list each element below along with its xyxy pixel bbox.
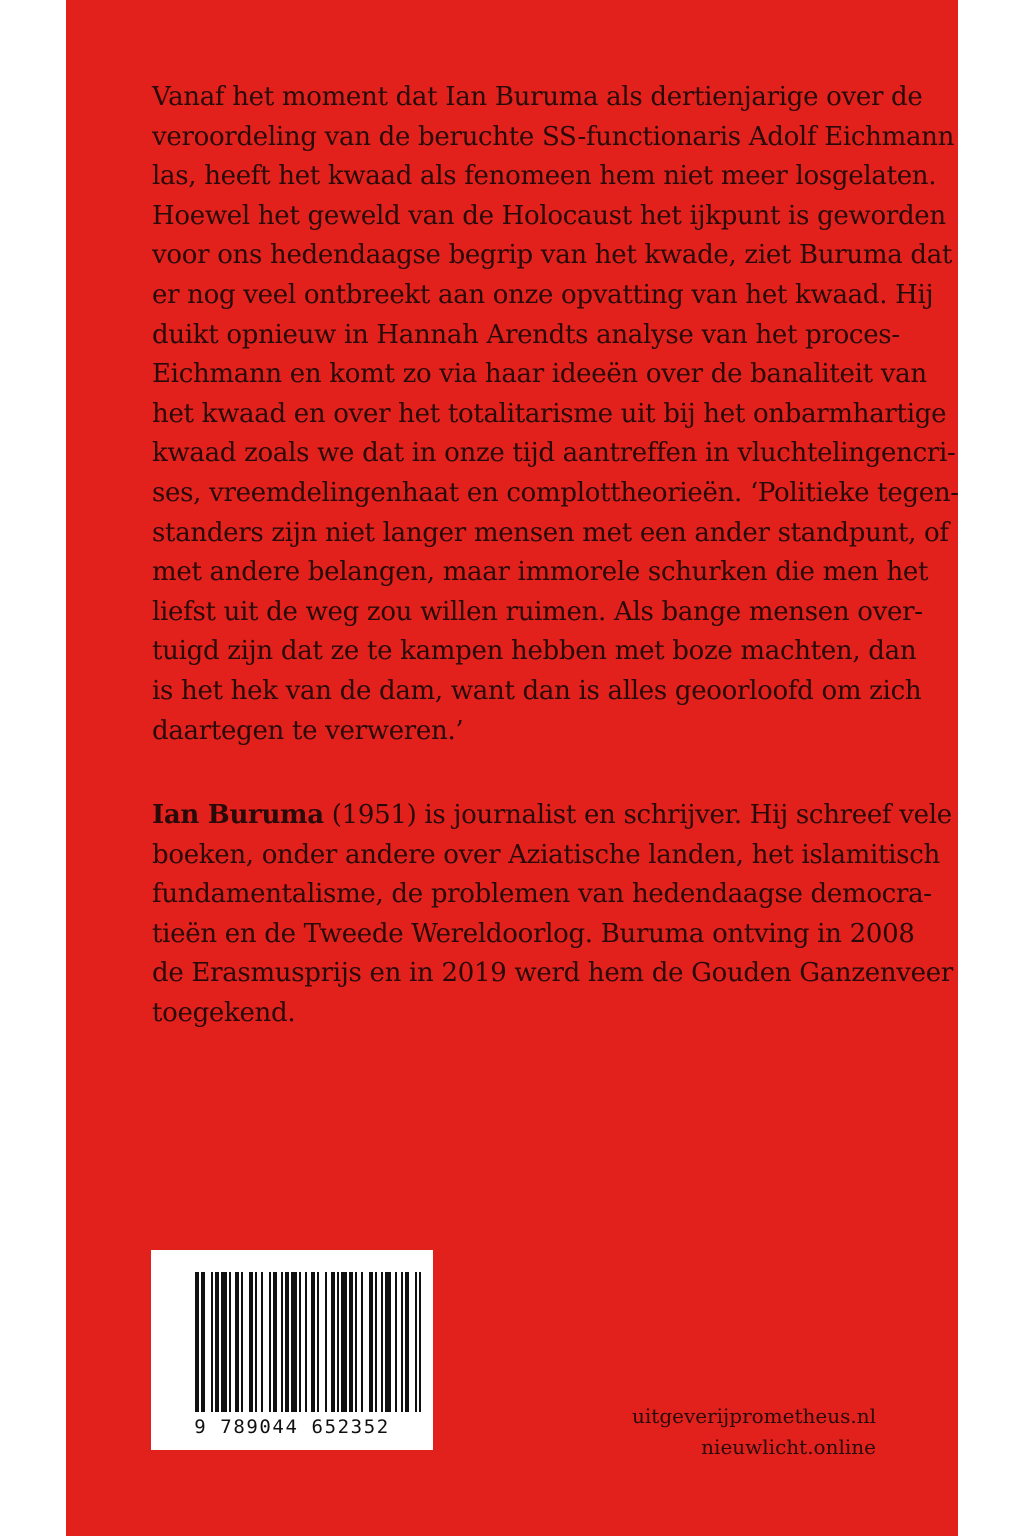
blurb-line: het kwaad en over het totalitarisme uit bij het onbarmhartige: [152, 398, 947, 429]
bio-line: toegekend.: [152, 997, 296, 1028]
blurb-line: Vanaf het moment dat Ian Buruma als dertienjarige over de: [152, 82, 923, 112]
barcode-bar: [331, 1272, 335, 1412]
barcode-bar: [381, 1272, 383, 1412]
blurb-line: duikt opnieuw in Hannah Arendts analyse van het proces-: [152, 319, 900, 350]
blurb-line: daartegen te verweren.’: [152, 715, 464, 746]
blurb-line: voor ons hedendaagse begrip van het kwade, ziet Buruma dat: [152, 240, 953, 271]
barcode-bar: [241, 1272, 243, 1412]
blurb-line: Eichmann en komt zo via haar ideeën over de banaliteit van: [152, 359, 927, 390]
blurb-line: standers zijn niet langer mensen met een ander standpunt, of: [152, 517, 949, 548]
barcode-bar: [229, 1272, 231, 1412]
barcode-bar: [211, 1272, 213, 1412]
barcode-bar: [195, 1272, 199, 1412]
barcode-bar: [341, 1272, 347, 1412]
barcode-bar: [311, 1272, 315, 1412]
barcode-bar: [285, 1272, 289, 1412]
bio-line: [152, 796, 952, 836]
bio-line: fundamentalisme, de problemen van hedendaagse democra-: [152, 879, 932, 910]
bio-first-line-text: (1951) is journalist en schrijver. Hij schreef vele: [323, 800, 952, 830]
barcode-bar: [415, 1272, 417, 1412]
blurb-line: liefst uit de weg zou willen ruimen. Als bange mensen over-: [152, 596, 923, 627]
barcode-bar: [337, 1272, 339, 1412]
barcode-bar: [235, 1272, 239, 1412]
publisher-website: uitgeverijprometheus.nl: [632, 1404, 876, 1428]
barcode-bar: [269, 1272, 271, 1412]
barcode-bar: [369, 1272, 373, 1412]
barcode-bar: [405, 1272, 409, 1412]
blurb-line: Hoewel het geweld van de Holocaust het ijkpunt is geworden: [152, 200, 946, 231]
barcode-bar: [355, 1272, 357, 1412]
barcode-bar: [361, 1272, 363, 1412]
bio-line: de Erasmusprijs en in 2019 werd hem de Gouden Ganzenveer: [152, 958, 953, 989]
barcode-bar: [281, 1272, 283, 1412]
blurb-line: tuigd zijn dat ze te kampen hebben met boze machten, dan: [152, 636, 917, 667]
author-name: Ian Buruma: [152, 800, 324, 830]
barcode-bar: [419, 1272, 421, 1412]
blurb-line: met andere belangen, maar immorele schurken die men het: [152, 557, 929, 588]
blurb-text: [152, 78, 959, 751]
barcode-bar: [299, 1272, 301, 1412]
barcode-bar: [221, 1272, 227, 1412]
isbn-number: 9 789044 652352: [194, 1416, 390, 1438]
barcode-bar: [325, 1272, 327, 1412]
barcode-bar: [401, 1272, 403, 1412]
barcode-bar: [261, 1272, 263, 1412]
barcode-bar: [349, 1272, 353, 1412]
barcode-bar: [395, 1272, 397, 1412]
blurb-line: ses, vreemdelingenhaat en complottheorieën. ‘Politieke tegen-: [152, 477, 959, 508]
barcode-bar: [375, 1272, 377, 1412]
barcode-bar: [201, 1272, 205, 1412]
blurb-line: is het hek van de dam, want dan is alles geoorloofd om zich: [152, 675, 922, 706]
bio-line: boeken, onder andere over Aziatische landen, het islamitisch: [152, 839, 940, 870]
blurb-line: veroordeling van de beruchte SS-functionaris Adolf Eichmann: [152, 121, 955, 152]
barcode-bar: [249, 1272, 253, 1412]
barcode-bar: [305, 1272, 307, 1412]
imprint-website: nieuwlicht.online: [701, 1435, 876, 1459]
blurb-line: kwaad zoals we dat in onze tijd aantreffen in vluchtelingencri-: [152, 438, 956, 469]
barcode-bar: [215, 1272, 219, 1412]
barcode-bar: [291, 1272, 297, 1412]
blurb-line: las, heeft het kwaad als fenomeen hem niet meer losgelaten.: [152, 161, 937, 192]
barcode-bar: [255, 1272, 257, 1412]
blurb-line: er nog veel ontbreekt aan onze opvatting van het kwaad. Hij: [152, 279, 934, 310]
barcode-bar: [273, 1272, 277, 1412]
author-bio: [152, 796, 953, 1034]
barcode-bar: [317, 1272, 319, 1412]
isbn-barcode: [151, 1250, 433, 1450]
bio-line: tieën en de Tweede Wereldoorlog. Buruma ontving in 2008: [152, 918, 915, 949]
barcode-bar: [385, 1272, 391, 1412]
